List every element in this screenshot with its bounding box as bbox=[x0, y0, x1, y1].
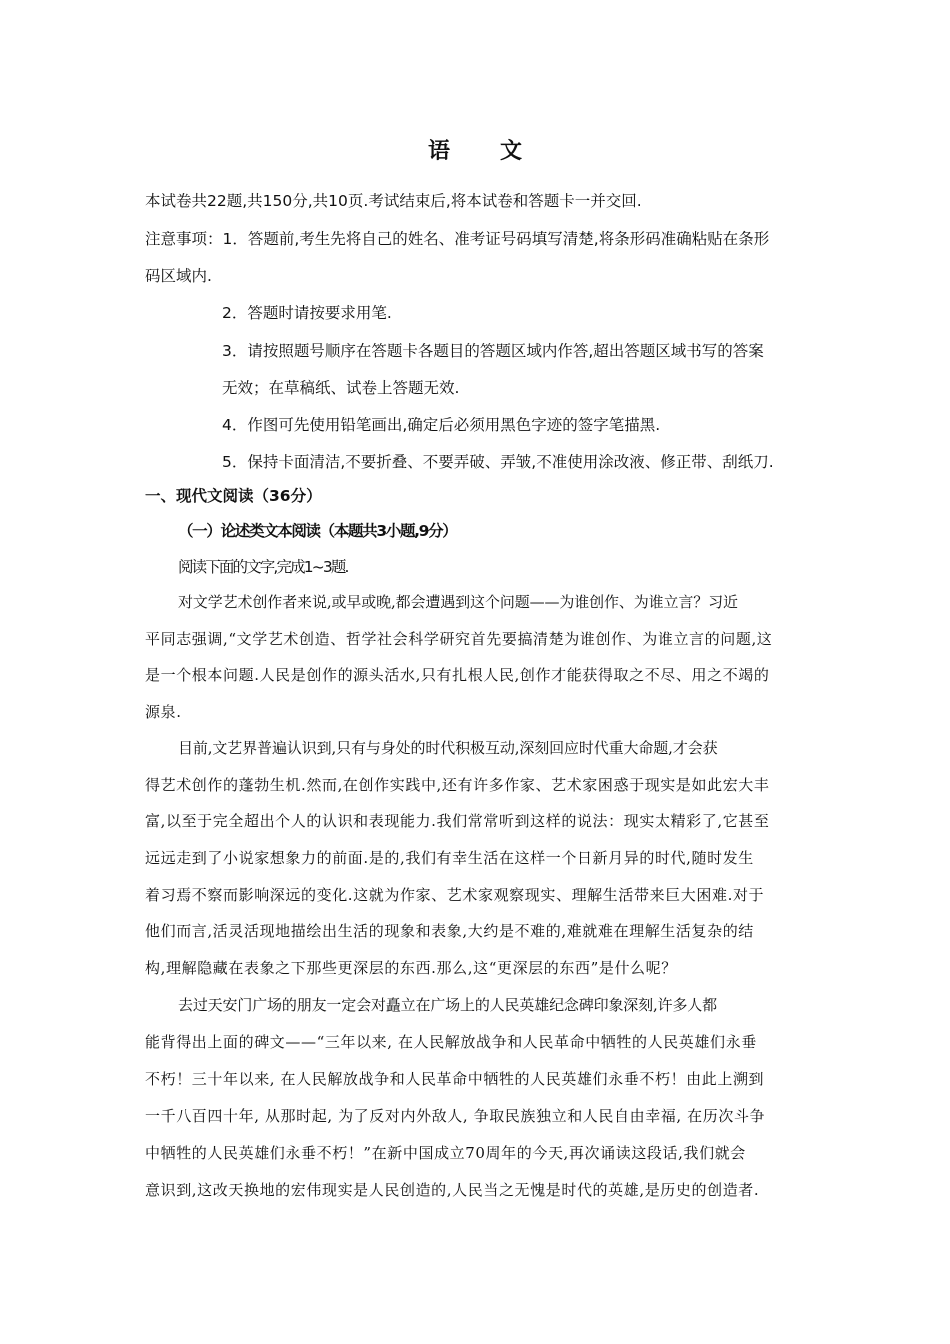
notice-item-2: 2．答题时请按要求用笔. bbox=[222, 304, 392, 322]
notice-line-1: 注意事项：1．答题前,考生先将自己的姓名、准考证号码填写清楚,将条形码准确粘贴在条形 bbox=[145, 230, 770, 248]
subsection-heading: （一）论述类文本阅读（本题共3小题,9分） bbox=[178, 522, 457, 540]
passage-line: 源泉. bbox=[145, 703, 182, 721]
passage-line: 他们而言,活灵活现地描绘出生活的现象和表象,大约是不难的,难就难在理解生活复杂的结 bbox=[145, 922, 754, 940]
passage-line: 是一个根本问题.人民是创作的源头活水,只有扎根人民,创作才能获得取之不尽、用之不竭的 bbox=[145, 666, 770, 684]
notice-item-3a: 3．请按照题号顺序在答题卡各题目的答题区域内作答,超出答题区域书写的答案 bbox=[222, 342, 764, 360]
passage-line: 不朽！三十年以来, 在人民解放战争和人民革命中牺牲的人民英雄们永垂不朽！由此上溯到 bbox=[145, 1070, 765, 1088]
passage-line: 富,以至于完全超出个人的认识和表现能力.我们常常听到这样的说法：现实太精彩了,它甚至 bbox=[145, 812, 770, 830]
reading-instruction: 阅读下面的文字,完成1~3题. bbox=[178, 558, 348, 576]
passage-line: 平同志强调,“文学艺术创造、哲学社会科学研究首先要搞清楚为谁创作、为谁立言的问题,这 bbox=[145, 630, 773, 648]
passage-line: 着习焉不察而影响深远的变化.这就为作家、艺术家观察现实、理解生活带来巨大困难.对于 bbox=[145, 886, 765, 904]
passage-line: 能背得出上面的碑文——“三年以来, 在人民解放战争和人民革命中牺牲的人民英雄们永垂 bbox=[145, 1033, 757, 1051]
passage-line: 得艺术创作的蓬勃生机.然而,在创作实践中,还有许多作家、艺术家困惑于现实是如此宏大丰 bbox=[145, 776, 770, 794]
passage-line: 中牺牲的人民英雄们永垂不朽！”在新中国成立70周年的今天,再次诵读这段话,我们就会 bbox=[145, 1144, 746, 1162]
section-heading: 一、现代文阅读（36分） bbox=[145, 487, 322, 505]
page-title: 语 文 bbox=[427, 139, 536, 164]
notice-line-1-cont: 码区域内. bbox=[145, 267, 212, 285]
notice-item-5: 5．保持卡面清洁,不要折叠、不要弄破、弄皱,不准使用涂改液、修正带、刮纸刀. bbox=[222, 453, 774, 471]
passage-line: 去过天安门广场的朋友一定会对矗立在广场上的人民英雄纪念碑印象深刻,许多人都 bbox=[178, 996, 717, 1014]
notice-item-4: 4．作图可先使用铅笔画出,确定后必须用黑色字迹的签字笔描黑. bbox=[222, 416, 661, 434]
passage-line: 目前,文艺界普遍认识到,只有与身处的时代积极互动,深刻回应时代重大命题,才会获 bbox=[178, 739, 718, 757]
passage-line: 远远走到了小说家想象力的前面.是的,我们有幸生活在这样一个日新月异的时代,随时发生 bbox=[145, 849, 754, 867]
exam-intro: 本试卷共22题,共150分,共10页.考试结束后,将本试卷和答题卡一并交回. bbox=[145, 192, 642, 210]
passage-line: 对文学艺术创作者来说,或早或晚,都会遭遇到这个问题——为谁创作、为谁立言？习近 bbox=[178, 593, 738, 611]
notice-item-3b: 无效；在草稿纸、试卷上答题无效. bbox=[222, 379, 460, 397]
passage-line: 构,理解隐藏在表象之下那些更深层的东西.那么,这“更深层的东西”是什么呢？ bbox=[145, 959, 677, 977]
passage-line: 一千八百四十年, 从那时起, 为了反对内外敌人, 争取民族独立和人民自由幸福, 在历次斗争 bbox=[145, 1107, 766, 1125]
passage-line: 意识到,这改天换地的宏伟现实是人民创造的,人民当之无愧是时代的英雄,是历史的创造者. bbox=[145, 1181, 760, 1199]
